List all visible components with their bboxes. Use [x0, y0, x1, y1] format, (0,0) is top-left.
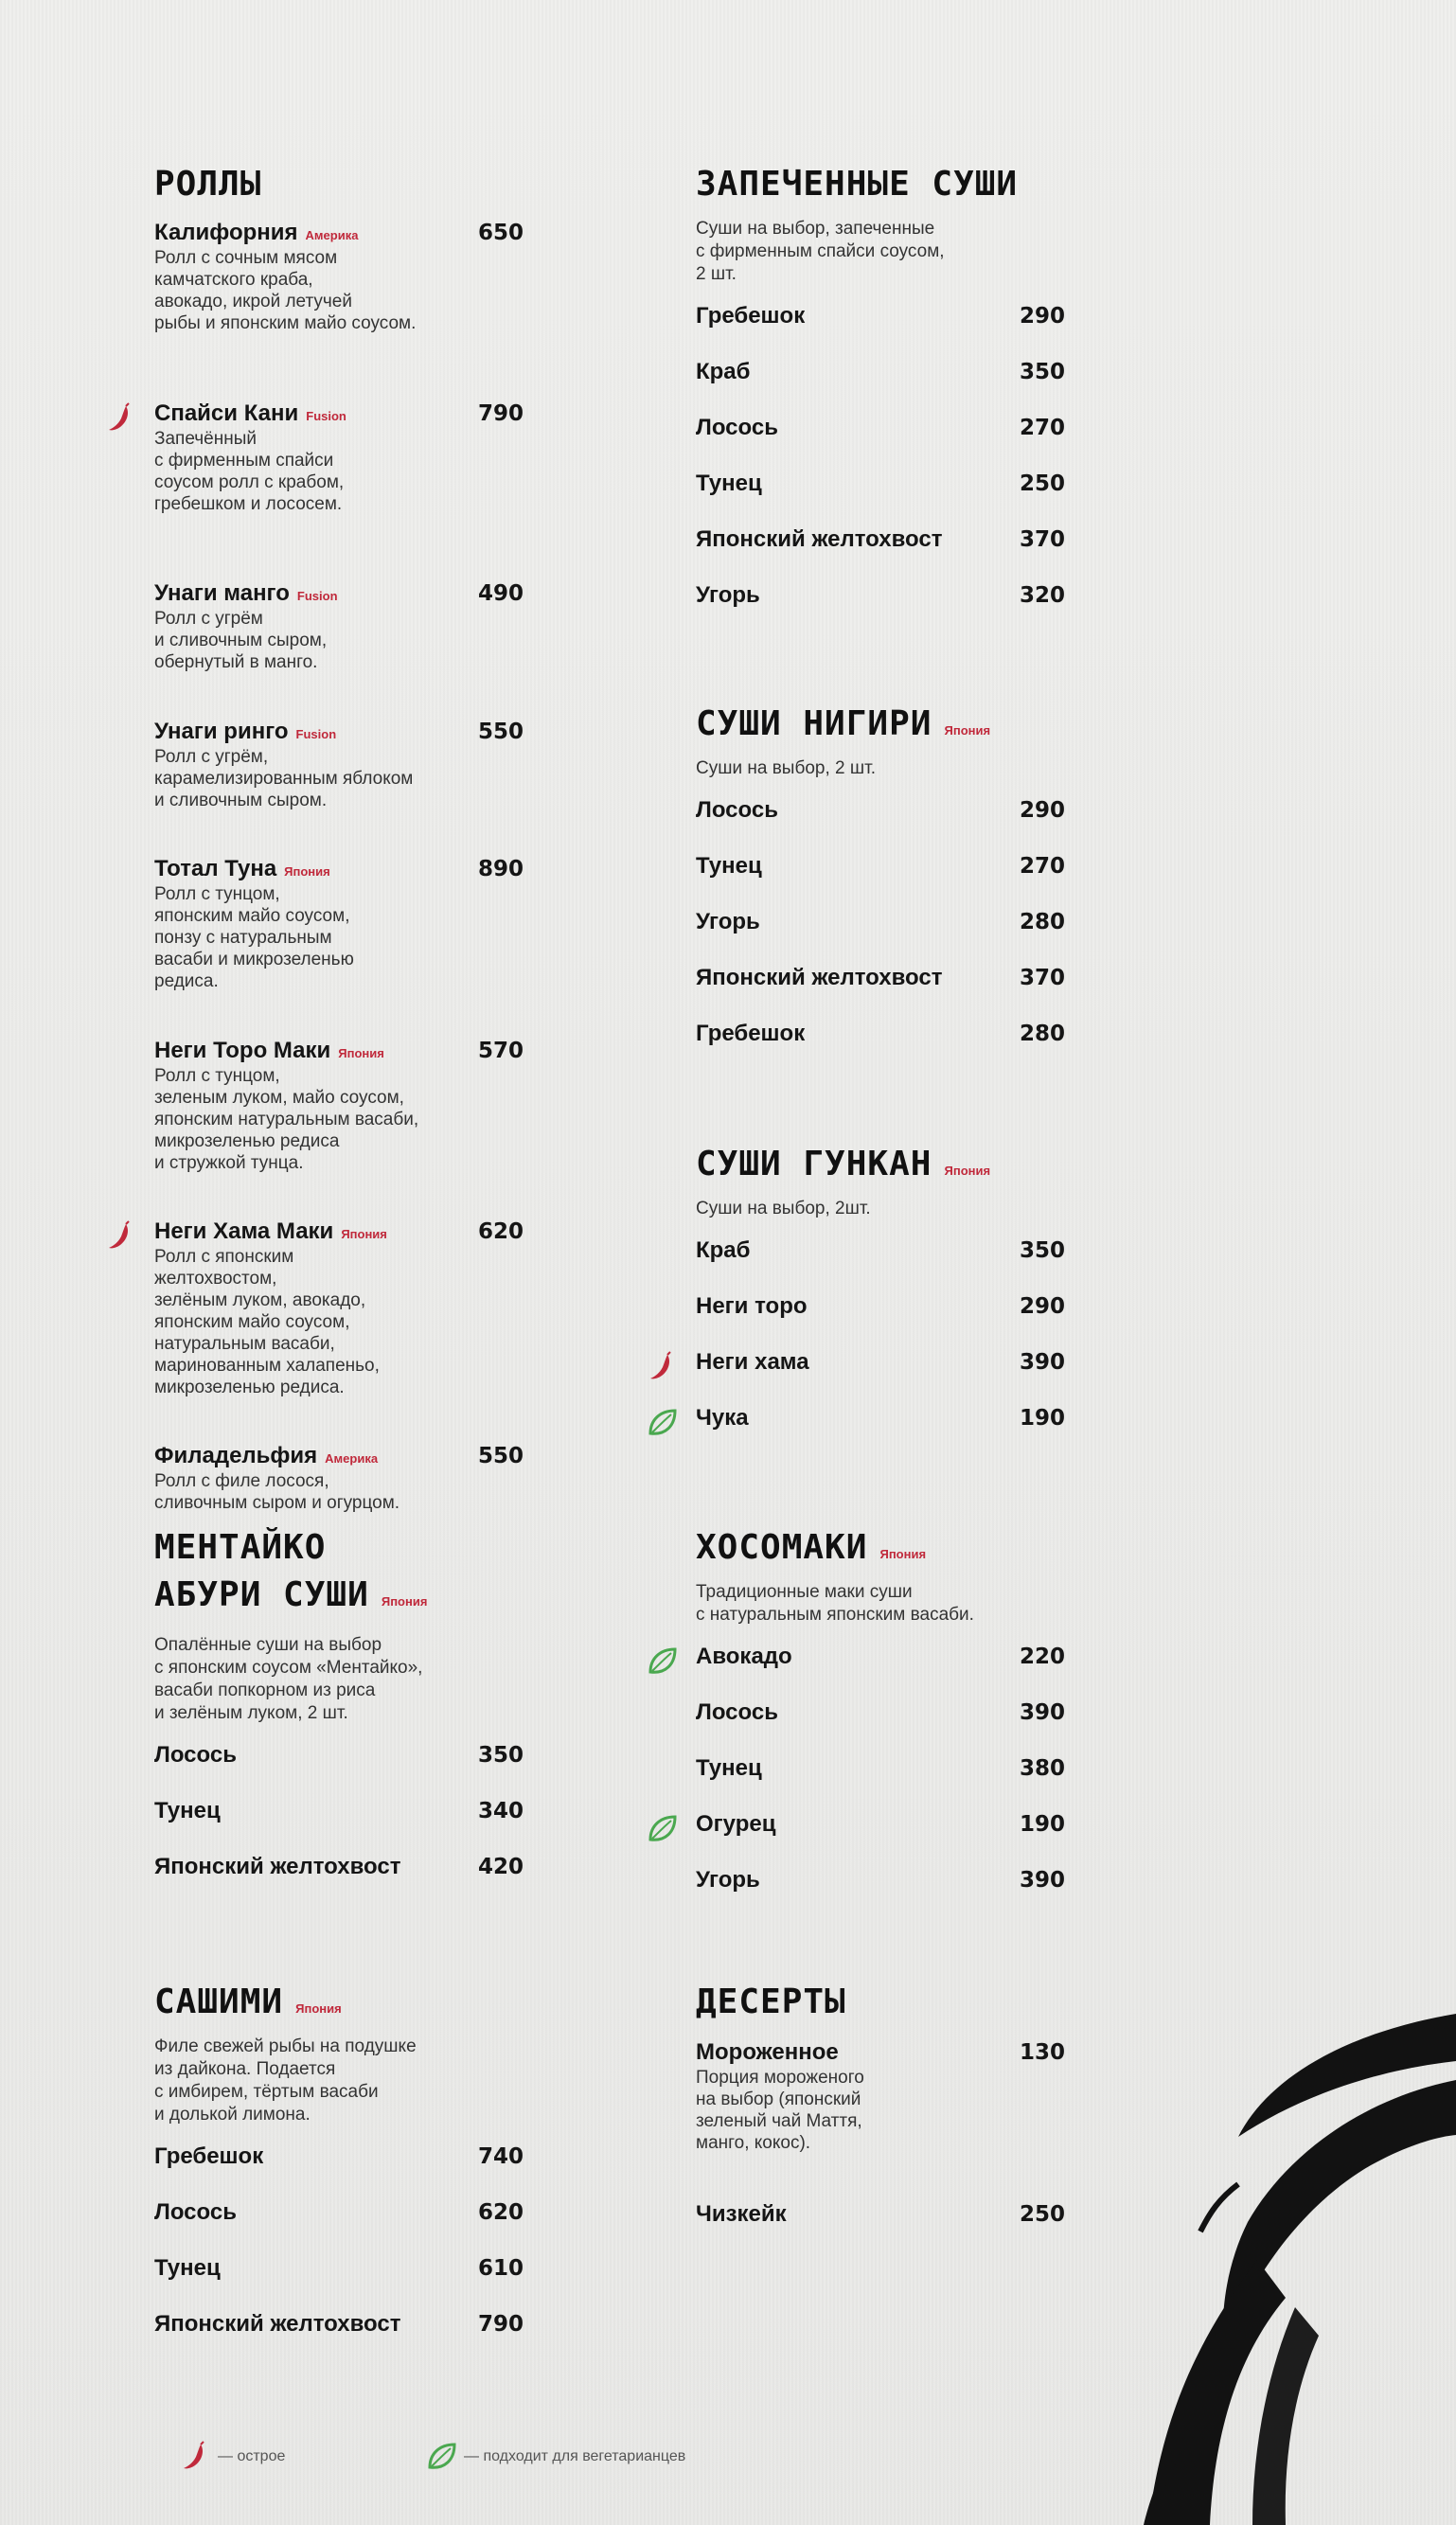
menu-item-title: [154, 220, 358, 246]
description-line: редиса.: [154, 971, 219, 991]
menu-item: [154, 1038, 524, 1174]
item-price: 130: [1019, 2040, 1065, 2065]
item-name: Унаги ринго: [154, 719, 289, 744]
section-description: [154, 2036, 524, 2126]
menu-item: [696, 1699, 1065, 1755]
menu-item-title: [154, 1443, 378, 1469]
menu-item-header: [696, 2039, 1065, 2066]
description-line: соусом ролл с крабом,: [154, 472, 345, 492]
menu-item: [696, 471, 1065, 526]
description-line: японским натуральным васаби,: [154, 1110, 419, 1129]
item-name: Неги хама: [696, 1349, 809, 1375]
menu-item-header: [696, 2201, 1065, 2228]
description-line: васаби попкорном из риса: [154, 1680, 376, 1700]
item-name: Гребешок: [696, 303, 806, 329]
hosomaki-list: [696, 1644, 1065, 1923]
description-line: с фирменным спайси: [154, 451, 334, 471]
menu-item: [154, 400, 524, 515]
section-title-line2: АБУРИ СУШИ: [154, 1575, 369, 1614]
origin-tag: Япония: [295, 2001, 342, 2016]
menu-item-header: [154, 1742, 524, 1769]
section-title-line1: МЕНТАЙКО: [154, 1528, 327, 1567]
item-name: Чизкейк: [696, 2201, 787, 2227]
description-line: зелёным луком, авокадо,: [154, 1290, 366, 1310]
item-description: [154, 1065, 524, 1174]
menu-item-header: [696, 1867, 1065, 1894]
menu-item-title: [696, 2039, 839, 2066]
menu-item-header: [696, 797, 1065, 824]
menu-item-title: [154, 400, 346, 427]
description-line: Порция мороженого: [696, 2068, 864, 2088]
menu-item-header: [154, 719, 524, 745]
menu-item-header: [154, 1038, 524, 1064]
menu-item-header: [154, 856, 524, 882]
item-name: Японский желтохвост: [154, 1854, 401, 1879]
item-price: 380: [1019, 1756, 1065, 1781]
item-name: Унаги манго: [154, 580, 290, 606]
menu-item: [696, 853, 1065, 909]
section-title: САШИМИ: [154, 1983, 284, 2021]
description-line: Запечённый: [154, 429, 257, 449]
menu-item-header: [696, 909, 1065, 935]
origin-tag: Fusion: [306, 409, 346, 423]
item-price: 550: [477, 1444, 524, 1468]
menu-item-header: [696, 1811, 1065, 1838]
menu-item-header: [696, 1349, 1065, 1376]
menu-item: [696, 2039, 1065, 2154]
item-description: [154, 746, 524, 811]
item-price: 620: [477, 1219, 524, 1244]
description-line: Ролл с тунцом,: [154, 1066, 280, 1086]
item-price: 280: [1019, 910, 1065, 934]
item-name: Тунец: [696, 471, 762, 496]
description-line: микрозеленью редиса.: [154, 1378, 345, 1397]
item-price: 280: [1019, 1022, 1065, 1046]
item-name: Неги Хама Маки: [154, 1218, 334, 1244]
section-desserts: [696, 1979, 1065, 2228]
rolls-list: [154, 220, 524, 1514]
chili-pepper-icon: [180, 2441, 212, 2473]
menu-item-header: [696, 415, 1065, 441]
description-line: и сливочным сыром,: [154, 631, 328, 650]
leaf-icon: [647, 1407, 679, 1439]
item-price: 270: [1019, 416, 1065, 440]
sashimi-list: [154, 2143, 524, 2367]
description-line: Филе свежей рыбы на подушке: [154, 2036, 417, 2056]
section-sashimi: [154, 1979, 524, 2367]
description-line: сливочным сыром и огурцом.: [154, 1493, 400, 1513]
origin-tag: Япония: [944, 723, 991, 738]
item-price: 220: [1019, 1645, 1065, 1669]
description-line: маринованным халапеньо,: [154, 1356, 380, 1376]
menu-item: [696, 1349, 1065, 1405]
leaf-icon: [647, 1813, 679, 1845]
description-line: камчатского краба,: [154, 270, 313, 290]
menu-item: [154, 856, 524, 992]
gunkan-list: [696, 1237, 1065, 1461]
menu-item: [154, 1742, 524, 1798]
item-price: 290: [1019, 304, 1065, 329]
description-line: Ролл с филе лосося,: [154, 1471, 329, 1491]
menu-item: [154, 719, 524, 811]
origin-tag: Япония: [341, 1227, 387, 1241]
item-name: Угорь: [696, 582, 760, 608]
item-description: [154, 883, 524, 992]
section-description: [696, 218, 1065, 286]
menu-item: [696, 1293, 1065, 1349]
menu-item-header: [696, 1755, 1065, 1782]
menu-item: [154, 580, 524, 673]
menu-item-header: [696, 965, 1065, 991]
menu-item: [154, 2199, 524, 2255]
item-price: 250: [1019, 2202, 1065, 2227]
menu-item: [696, 1021, 1065, 1076]
legend: [151, 2441, 814, 2479]
chili-pepper-icon: [105, 1220, 137, 1253]
item-name: Лосось: [154, 2199, 237, 2225]
section-title: СУШИ ГУНКАН: [696, 1145, 932, 1183]
item-description: [696, 2067, 1065, 2154]
item-price: 390: [1019, 1868, 1065, 1893]
section-description: [696, 1198, 1065, 1220]
description-line: авокадо, икрой летучей: [154, 292, 352, 311]
item-name: Японский желтохвост: [154, 2311, 401, 2337]
menu-item-header: [154, 400, 524, 427]
description-line: с имбирем, тёртым васаби: [154, 2082, 379, 2102]
menu-item-header: [154, 1218, 524, 1245]
menu-item: [154, 2143, 524, 2199]
section-title: СУШИ НИГИРИ: [696, 704, 932, 743]
menu-item: [696, 1644, 1065, 1699]
item-price: 490: [477, 581, 524, 606]
menu-item: [696, 1811, 1065, 1867]
origin-tag: Япония: [338, 1046, 384, 1060]
item-name: Тунец: [154, 2255, 221, 2281]
item-price: 390: [1019, 1700, 1065, 1725]
item-name: Гребешок: [154, 2143, 264, 2169]
item-price: 270: [1019, 854, 1065, 879]
item-name: Лосось: [696, 1699, 778, 1725]
item-price: 350: [1019, 360, 1065, 384]
origin-tag: Америка: [305, 228, 359, 242]
item-price: 290: [1019, 798, 1065, 823]
item-name: Тунец: [154, 1798, 221, 1823]
menu-item: [696, 526, 1065, 582]
section-rolls: [154, 161, 524, 1514]
origin-tag: Fusion: [295, 727, 337, 741]
description-line: Ролл с тунцом,: [154, 884, 280, 904]
item-price: 350: [477, 1743, 524, 1768]
menu-item-title: [696, 2201, 787, 2228]
item-price: 550: [477, 720, 524, 744]
description-line: Ролл с сочным мясом: [154, 248, 338, 268]
item-price: 890: [477, 857, 524, 881]
description-line: Суши на выбор, 2 шт.: [696, 758, 876, 778]
menu-item-header: [696, 1644, 1065, 1670]
description-line: с фирменным спайси соусом,: [696, 241, 945, 261]
legend-vegetarian-text: — подходит для вегетарианцев: [464, 2448, 686, 2464]
item-price: 320: [1019, 583, 1065, 608]
menu-item: [696, 582, 1065, 638]
origin-tag: Япония: [381, 1594, 428, 1609]
menu-item-header: [696, 1405, 1065, 1431]
menu-item: [154, 1218, 524, 1398]
legend-spicy-text: — острое: [218, 2448, 286, 2464]
menu-item: [696, 797, 1065, 853]
item-description: [154, 608, 524, 673]
item-price: 190: [1019, 1406, 1065, 1431]
item-price: 370: [1019, 966, 1065, 990]
chili-pepper-icon: [647, 1351, 679, 1383]
menu-item: [696, 415, 1065, 471]
menu-item-header: [154, 2143, 524, 2170]
item-name: Неги торо: [696, 1293, 808, 1319]
item-name: Японский желтохвост: [696, 965, 943, 990]
description-line: карамелизированным яблоком: [154, 769, 414, 789]
item-price: 350: [1019, 1238, 1065, 1263]
menu-item-header: [696, 1293, 1065, 1320]
section-title: ДЕСЕРТЫ: [696, 1983, 846, 2021]
menu-item-header: [696, 303, 1065, 329]
item-name: Краб: [696, 1237, 751, 1263]
item-price: 390: [1019, 1350, 1065, 1375]
menu-item-header: [154, 1443, 524, 1469]
description-line: и долькой лимона.: [154, 2105, 311, 2125]
menu-item-header: [696, 1699, 1065, 1726]
item-name: Тунец: [696, 853, 762, 879]
menu-item-title: [154, 580, 338, 607]
description-line: Ролл с угрём,: [154, 747, 269, 767]
description-line: гребешком и лососем.: [154, 494, 343, 514]
description-line: рыбы и японским майо соусом.: [154, 313, 417, 333]
menu-item-header: [696, 526, 1065, 553]
description-line: зеленый чай Маття,: [696, 2111, 862, 2131]
item-name: Лосось: [154, 1742, 237, 1768]
origin-tag: Япония: [284, 864, 330, 879]
section-description: [696, 757, 1065, 780]
description-line: Суши на выбор, 2шт.: [696, 1199, 871, 1218]
menu-item: [154, 2311, 524, 2367]
baked-list: [696, 303, 1065, 638]
item-description: [154, 428, 524, 515]
nigiri-list: [696, 797, 1065, 1076]
description-line: и зелёным луком, 2 шт.: [154, 1703, 348, 1723]
chili-pepper-icon: [105, 402, 137, 435]
section-nigiri: [696, 701, 1065, 1076]
section-gunkan: [696, 1141, 1065, 1461]
section-description: [696, 1581, 1065, 1627]
description-line: Опалённые суши на выбор: [154, 1635, 382, 1655]
item-price: 570: [477, 1039, 524, 1063]
item-name: Угорь: [696, 909, 760, 934]
menu-item: [696, 303, 1065, 359]
left-column: [154, 161, 524, 2337]
origin-tag: Fusion: [296, 589, 338, 603]
item-name: Огурец: [696, 1811, 776, 1837]
menu-item-title: [154, 1038, 384, 1064]
legend-spicy: [218, 2448, 285, 2465]
menu-item: [696, 965, 1065, 1021]
origin-tag: Япония: [944, 1164, 991, 1178]
description-line: и стружкой тунца.: [154, 1153, 304, 1173]
description-line: из дайкона. Подается: [154, 2059, 336, 2079]
menu-item-header: [696, 1237, 1065, 1264]
description-line: 2 шт.: [696, 264, 737, 284]
item-name: Калифорния: [154, 220, 298, 245]
description-line: натуральным васаби,: [154, 1334, 335, 1354]
section-mentaiko: [154, 1524, 524, 1910]
item-name: Гребешок: [696, 1021, 806, 1046]
description-line: микрозеленью редиса: [154, 1131, 340, 1151]
item-name: Тунец: [696, 1755, 762, 1781]
section-description: [154, 1634, 524, 1725]
item-price: 620: [477, 2200, 524, 2225]
item-name: Лосось: [696, 415, 778, 440]
leaf-icon: [426, 2441, 458, 2473]
item-name: Угорь: [696, 1867, 760, 1893]
item-name: Чука: [696, 1405, 749, 1431]
item-description: [154, 1470, 524, 1514]
description-line: желтохвостом,: [154, 1269, 277, 1289]
description-line: японским майо соусом,: [154, 1312, 350, 1332]
item-description: [154, 1246, 524, 1398]
menu-item-header: [154, 2255, 524, 2282]
item-price: 290: [1019, 1294, 1065, 1319]
item-price: 370: [1019, 527, 1065, 552]
item-price: 340: [477, 1799, 524, 1823]
menu-item: [154, 1798, 524, 1854]
menu-item: [696, 359, 1065, 415]
menu-item-title: [154, 719, 336, 745]
item-name: Неги Торо Маки: [154, 1038, 331, 1063]
item-name: Спайси Кани: [154, 400, 299, 426]
menu-item: [696, 1755, 1065, 1811]
leaf-icon: [647, 1645, 679, 1678]
description-line: манго, кокос).: [696, 2133, 811, 2153]
menu-item: [154, 220, 524, 334]
section-baked: [696, 161, 1065, 638]
menu-item-header: [154, 1854, 524, 1880]
item-price: 190: [1019, 1812, 1065, 1837]
section-title: ЗАПЕЧЕННЫЕ СУШИ: [696, 165, 1019, 204]
description-line: Традиционные маки суши: [696, 1582, 913, 1602]
item-price: 250: [1019, 471, 1065, 496]
section-title: ХОСОМАКИ: [696, 1528, 868, 1567]
item-price: 790: [477, 2312, 524, 2337]
item-price: 610: [477, 2256, 524, 2281]
menu-item-header: [154, 220, 524, 246]
menu-item: [696, 1405, 1065, 1461]
menu-item: [696, 1867, 1065, 1923]
item-name: Краб: [696, 359, 751, 384]
menu-item-header: [154, 2199, 524, 2226]
item-description: [154, 247, 524, 334]
item-price: 790: [477, 401, 524, 426]
item-name: Филадельфия: [154, 1443, 318, 1468]
origin-tag: Япония: [879, 1547, 927, 1561]
desserts-list: [696, 2039, 1065, 2228]
menu-item: [154, 1443, 524, 1514]
description-line: Ролл с японским: [154, 1247, 294, 1267]
description-line: японским майо соусом,: [154, 906, 350, 926]
item-name: Тотал Туна: [154, 856, 277, 881]
description-line: васаби и микрозеленью: [154, 950, 354, 969]
description-line: с японским соусом «Ментайко»,: [154, 1658, 423, 1678]
menu-item: [696, 909, 1065, 965]
legend-vegetarian: [464, 2448, 685, 2465]
item-price: 420: [477, 1855, 524, 1879]
menu-item-header: [696, 582, 1065, 609]
menu-item-title: [154, 1218, 387, 1245]
description-line: и сливочным сыром.: [154, 791, 328, 810]
brush-stroke-decoration: [1058, 1995, 1456, 2525]
menu-item-header: [154, 1798, 524, 1824]
description-line: обернутый в манго.: [154, 652, 318, 672]
description-line: понзу с натуральным: [154, 928, 332, 948]
description-line: на выбор (японский: [696, 2089, 861, 2109]
item-price: 740: [477, 2144, 524, 2169]
description-line: с натуральным японским васаби.: [696, 1605, 974, 1625]
origin-tag: Америка: [325, 1451, 379, 1466]
menu-item-title: [154, 856, 330, 882]
menu-item-header: [154, 2311, 524, 2338]
menu-item-header: [696, 471, 1065, 497]
item-name: Мороженное: [696, 2039, 839, 2065]
item-price: 650: [477, 221, 524, 245]
menu-item-header: [154, 580, 524, 607]
description-line: Ролл с угрём: [154, 609, 263, 629]
description-line: Суши на выбор, запеченные: [696, 219, 935, 239]
item-name: Лосось: [696, 797, 778, 823]
menu-item: [154, 1854, 524, 1910]
section-hosomaki: [696, 1524, 1065, 1923]
menu-item: [154, 2255, 524, 2311]
item-name: Авокадо: [696, 1644, 792, 1669]
menu-item: [696, 2201, 1065, 2228]
menu-item-header: [696, 1021, 1065, 1047]
menu-item-header: [696, 359, 1065, 385]
menu-item: [696, 1237, 1065, 1293]
menu-item-header: [696, 853, 1065, 880]
mentaiko-list: [154, 1742, 524, 1910]
item-name: Японский желтохвост: [696, 526, 943, 552]
section-title: РОЛЛЫ: [154, 165, 262, 204]
description-line: зеленым луком, майо соусом,: [154, 1088, 404, 1108]
